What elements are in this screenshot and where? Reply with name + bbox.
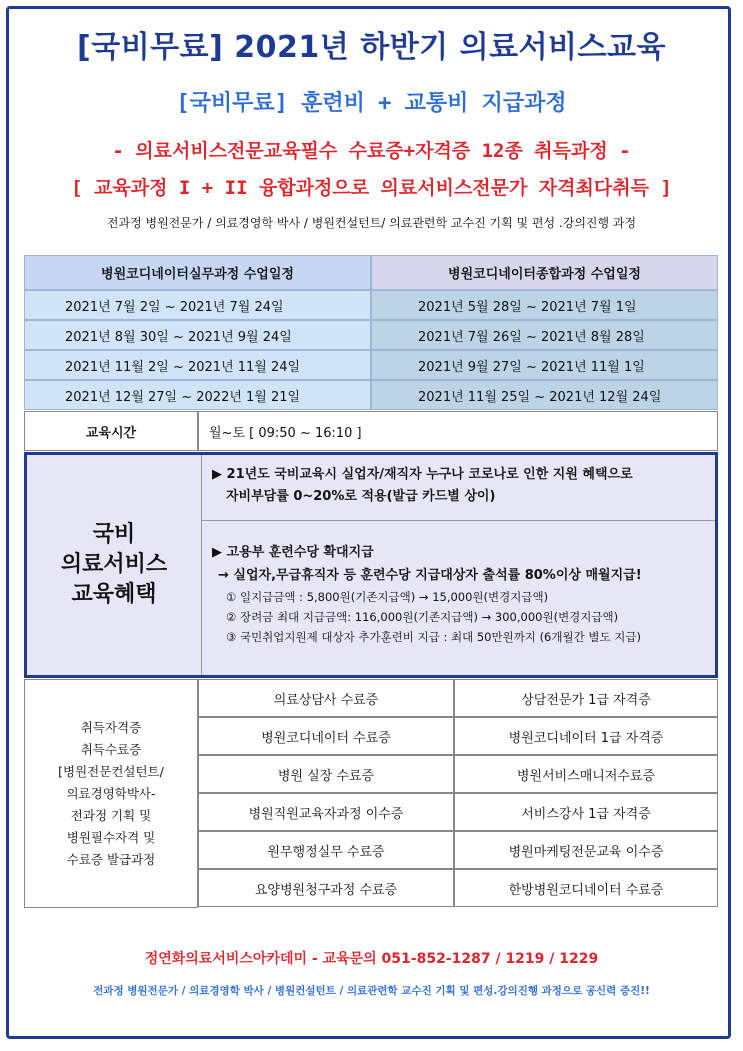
benefit-copay-line: ▶ 21년도 국비교육시 실업자/재직자 누구나 코로나로 인한 지원 혜택으로 [212,467,633,482]
schedule-header-comprehensive: 병원코디네이터종합과정 수업일정 [371,255,718,290]
allowance-heading: ▶ 고용부 훈련수당 확대지급 [212,545,374,560]
certificate-cell: 요양병원청구과정 수료증 [198,869,454,907]
certificate-cell: 한방병원코디네이터 수료증 [454,869,718,907]
class-hours-value: 월~토 [ 09:50 ~ 16:10 ] [198,411,718,451]
allowance-item: ② 장려금 최대 지급금액: 116,000원(기존지급액) → 300,000원(변경지급액) [226,610,619,624]
schedule-row-right: 2021년 7월 26일 ~ 2021년 8월 28일 [371,320,718,350]
certificates-label-line: 수료증 발급과정 [66,851,156,867]
allowance-item: ① 일지급금액 : 5,800원(기존지급액) → 15,000원(변경지급액) [226,590,549,604]
certificate-cell: 병원 실장 수료증 [198,755,454,793]
benefit-copay [201,455,715,521]
headline-certificates: - 의료서비스전문교육필수 수료증+자격증 12종 취득과정 - [112,140,631,162]
benefit-copay-line: 자비부담률 0~20%로 적용(발급 카드별 상이) [226,489,496,504]
schedule-row-right: 2021년 9월 27일 ~ 2021년 11월 1일 [371,350,718,380]
schedule-row-left: 2021년 7월 2일 ~ 2021년 7월 24일 [24,290,371,320]
page-title: [국비무료] 2021년 하반기 의료서비스교육 [77,30,666,65]
certificates-label-line: 취득자격증 [80,719,142,735]
benefits-panel [24,452,718,678]
certificate-cell: 병원직원교육자과정 이수증 [198,793,454,831]
footer-tagline: 전과정 병원전문가 / 의료경영학 박사 / 병원컨설턴트 / 의료관련학 교수진 기획 및 편성.강의진행 과정으로 공신력 증진!! [93,985,650,997]
schedule-row-right: 2021년 11월 25일 ~ 2021년 12월 24일 [371,380,718,410]
benefits-title-line: 교육혜택 [71,582,157,607]
schedule-row-left: 2021년 11월 2일 ~ 2021년 11월 24일 [24,350,371,380]
certificates-label-line: 취득수료증 [80,741,142,757]
class-hours-label: 교육시간 [24,411,198,451]
certificate-cell: 병원마케팅전문교육 이수증 [454,831,718,869]
certificate-cell: 서비스강사 1급 자격증 [454,793,718,831]
allowance-item: ③ 국민취업지원제 대상자 추가훈련비 지급 : 최대 50만원까지 (6개월간 별도 지급) [226,630,641,644]
contact-line: 정연화의료서비스아카데미 - 교육문의 051-852-1287 / 1219 / 1229 [144,951,599,967]
certificate-cell: 상담전문가 1급 자격증 [454,679,718,717]
certificate-cell: 병원코디네이터 1급 자격증 [454,717,718,755]
certificate-cell: 병원코디네이터 수료증 [198,717,454,755]
allowance-subline: → 실업자,무급휴직자 등 훈련수당 지급대상자 출석률 80%이상 매월지급! [218,568,642,583]
schedule-header-practical: 병원코디네이터실무과정 수업일정 [24,255,371,290]
schedule-row-right: 2021년 5월 28일 ~ 2021년 7월 1일 [371,290,718,320]
certificates-label-line: 의료경영학박사- [66,785,156,801]
certificate-cell: 의료상담사 수료증 [198,679,454,717]
page-subtitle: [국비무료] 훈련비 + 교통비 지급과정 [176,91,567,116]
headline-fusion-course: [ 교육과정 I + II 융합과정으로 의료서비스전문가 자격최다취득 ] [71,177,672,199]
certificate-cell: 병원서비스매니저수료증 [454,755,718,793]
certificates-label [24,679,198,908]
certificates-label-line: [병원전문컨설턴트/ [58,763,164,779]
benefits-title-line: 국비 [92,522,136,547]
benefits-title-line: 의료서비스 [60,552,168,577]
benefits-title [27,455,201,675]
certificates-label-line: 전과정 기획 및 [70,807,152,823]
faculty-line: 전과정 병원전문가 / 의료경영학 박사 / 병원컨설턴트/ 의료관련학 교수진 기획 및 편성 .강의진행 과정 [106,216,637,230]
benefit-allowance [201,521,715,675]
schedule-row-left: 2021년 8월 30일 ~ 2021년 9월 24일 [24,320,371,350]
schedule-row-left: 2021년 12월 27일 ~ 2022년 1월 21일 [24,380,371,410]
certificate-cell: 원무행정실무 수료증 [198,831,454,869]
certificates-label-line: 병원필수자격 및 [66,829,156,845]
